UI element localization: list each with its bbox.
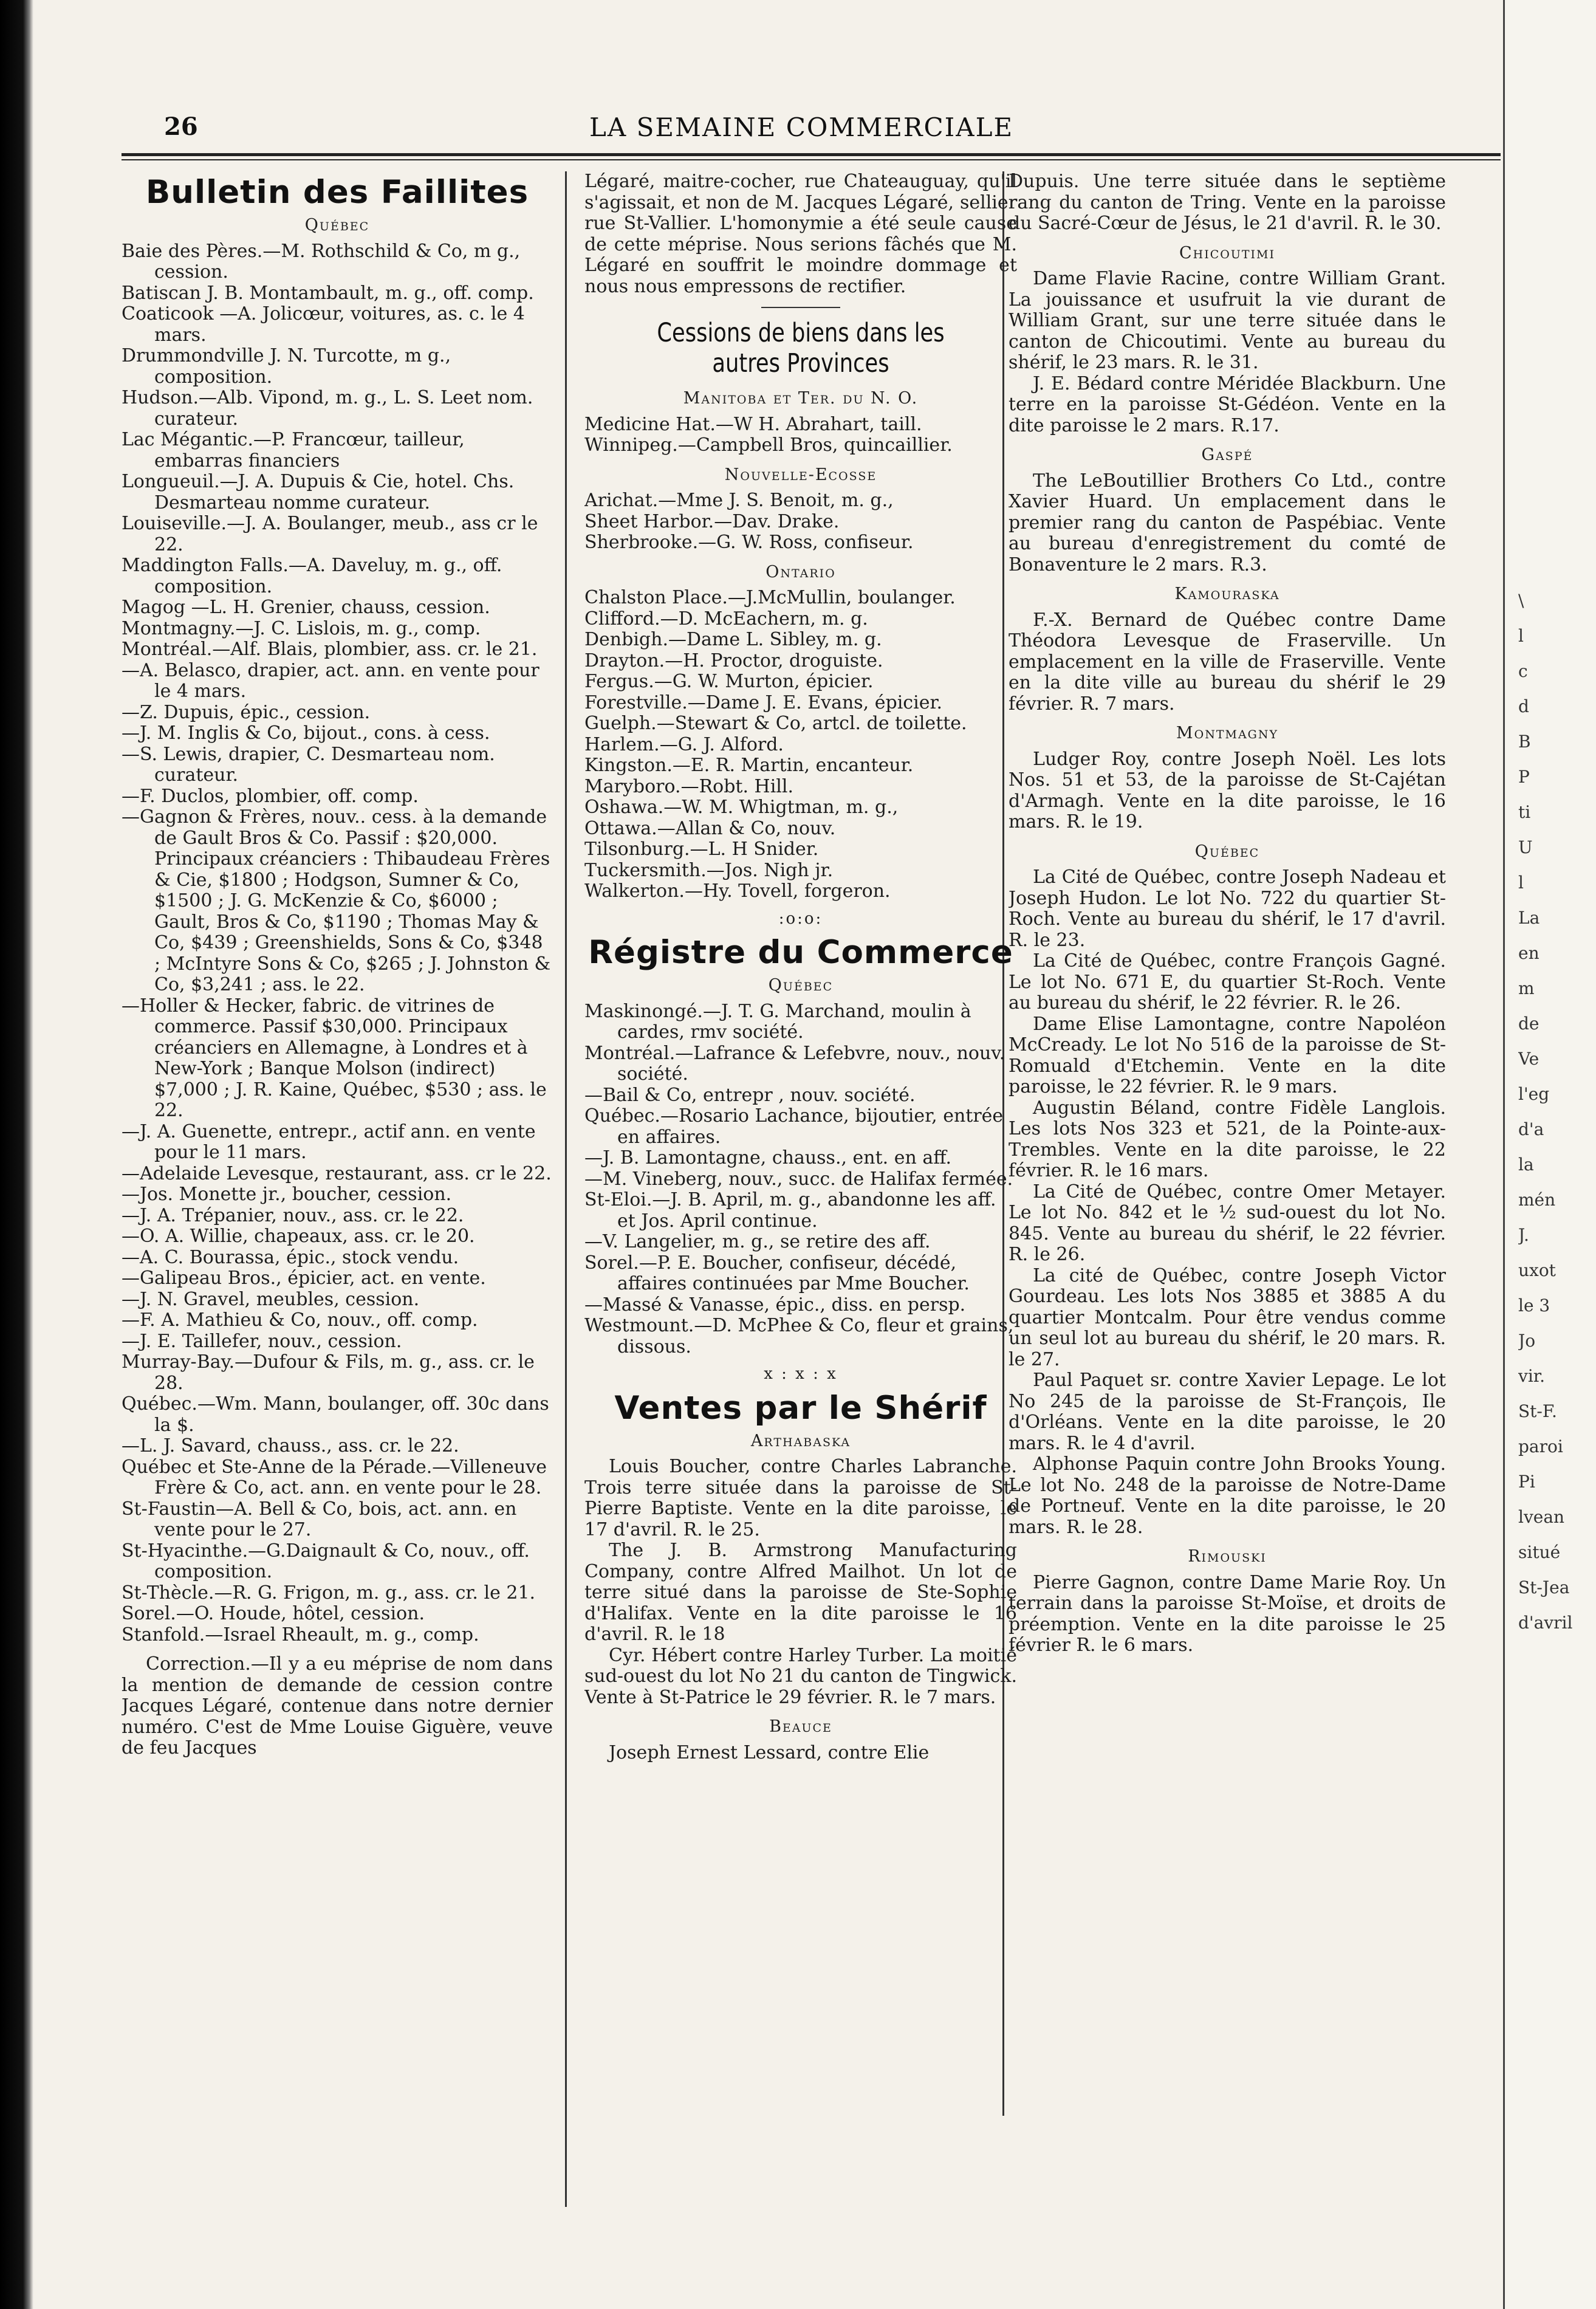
bankruptcy-entry: St-Hyacinthe.—G.Daignault & Co, nouv., off. composition. — [122, 1540, 530, 1582]
section-subheading: Québec — [768, 976, 834, 995]
cession-entry: Drayton.—H. Proctor, droguiste. — [584, 650, 883, 671]
edge-fragment: d'a — [1518, 1119, 1544, 1139]
cession-entry: Sherbrooke.—G. W. Ross, confiseur. — [584, 532, 914, 553]
separator: x : x : x — [764, 1365, 838, 1383]
bankruptcy-entry: Batiscan J. B. Montambault, m. g., off. comp. — [122, 282, 534, 304]
ventes-continuation: Dupuis. Une terre située dans le septième rang du canton de Tring. Vente en la paroisse du Sacré-Cœur de Jésus, le 21 d'avril. R. le 30. — [1009, 171, 1446, 234]
cession-entry: Forestville.—Dame J. E. Evans, épicier. — [584, 691, 943, 713]
edge-fragment: l — [1518, 873, 1524, 893]
edge-fragment: Jo — [1518, 1331, 1536, 1351]
edge-fragment: La — [1518, 908, 1540, 928]
bankruptcy-entry: —F. Duclos, plombier, off. comp. — [122, 785, 419, 807]
cession-entry: Guelph.—Stewart & Co, artcl. de toilette. — [584, 713, 967, 734]
ventes-entry: La Cité de Québec, contre Omer Metayer. Le lot No. 842 et le ½ sud-ouest du lot No. 845. Vente au bureau du shérif, le 22 février. R. le 26. — [1009, 1181, 1446, 1265]
bankruptcy-entry: —Z. Dupuis, épic., cession. — [122, 701, 371, 723]
bankruptcy-entry: St-Faustin—A. Bell & Co, bois, act. ann. en vente pour le 27. — [122, 1498, 517, 1540]
registre-entry: —J. B. Lamontagne, chauss., ent. en aff. — [584, 1147, 952, 1168]
edge-fragment: Pi — [1518, 1472, 1535, 1492]
cession-entry: Arichat.—Mme J. S. Benoit, m. g., — [584, 490, 894, 511]
registre-entry: —Massé & Vanasse, épic., diss. en persp. — [584, 1294, 966, 1316]
edge-fragment: l'eg — [1518, 1084, 1550, 1104]
registre-entry: —V. Langelier, m. g., se retire des aff. — [584, 1231, 931, 1252]
ventes-entry: Cyr. Hébert contre Harley Turber. La moitié sud-ouest du lot No 21 du canton de Tingwick. Vente à St-Patrice le 29 février. R. le 7 mars. — [584, 1644, 1017, 1708]
registre-entry: Québec.—Rosario Lachance, bijoutier, entrée en affaires. — [584, 1105, 1004, 1148]
cession-entry: Kingston.—E. R. Martin, encanteur. — [584, 755, 914, 776]
edge-fragment: d — [1518, 696, 1529, 716]
district-heading: Ontario — [765, 562, 836, 582]
binding-shadow — [0, 0, 33, 2309]
bankruptcy-list — [122, 241, 553, 1646]
edge-fragment: \ — [1518, 591, 1524, 611]
edge-fragment: le 3 — [1518, 1295, 1550, 1316]
cession-entry: Harlem.—G. J. Alford. — [584, 733, 784, 755]
ventes-districts — [1009, 243, 1446, 1656]
cession-entry: Medicine Hat.—W H. Abrahart, taill. — [584, 413, 922, 435]
edge-fragment: la — [1518, 1154, 1534, 1175]
ventes-entry: Augustin Béland, contre Fidèle Langlois. Les lots Nos 323 et 521, de la Pointe-aux-Trembles. Vente en la dite paroisse, le 22 février. R. le 16 mars. — [1009, 1097, 1446, 1181]
bankruptcy-entry: Québec et Ste-Anne de la Pérade.—Villeneuve Frère & Co, act. ann. en vente pour le 28. — [122, 1456, 547, 1498]
edge-fragment: St-F. — [1518, 1401, 1557, 1421]
ventes-entry: J. E. Bédard contre Méridée Blackburn. Une terre en la paroisse St-Gédéon. Vente en la dite paroisse le 2 mars. R.17. — [1009, 372, 1446, 436]
edge-fragment: situé — [1518, 1542, 1561, 1562]
section-subheading: Beauce — [769, 1717, 832, 1736]
edge-fragment: paroi — [1518, 1436, 1563, 1456]
bankruptcy-entry: —A. C. Bourassa, épic., stock vendu. — [122, 1246, 459, 1268]
bankruptcy-entry: —Jos. Monette jr., boucher, cession. — [122, 1184, 452, 1205]
bankruptcy-entry: Louiseville.—J. A. Boulanger, meub., ass cr le 22. — [122, 513, 538, 555]
bankruptcy-entry: —J. M. Inglis & Co, bijout., cons. à cess. — [122, 722, 490, 744]
ventes-entry: The J. B. Armstrong Manufacturing Company, contre Alfred Mailhot. Un lot de terre situé dans la paroisse de Ste-Sophie d'Halifax. Vente en la dite paroisse le 16 d'avril. R. le 18 — [584, 1540, 1017, 1645]
ventes-entry: Joseph Ernest Lessard, contre Elie — [609, 1741, 930, 1763]
ventes-list — [584, 1456, 1017, 1708]
bankruptcy-entry: —J. E. Taillefer, nouv., cession. — [122, 1330, 402, 1352]
correction-notice: Correction.—Il y a eu méprise de nom dans la mention de demande de cession contre Jacques Légaré, contenue dans notre dernier numéro. C'est de Mme Louise Giguère, veuve de feu Jacques — [122, 1653, 553, 1758]
bankruptcy-entry: —F. A. Mathieu & Co, nouv., off. comp. — [122, 1309, 478, 1331]
bankruptcy-entry: —J. A. Trépanier, nouv., ass. cr. le 22. — [122, 1204, 464, 1226]
bankruptcy-entry: —Adelaide Levesque, restaurant, ass. cr le 22. — [122, 1162, 552, 1184]
edge-fragment: J. — [1518, 1225, 1529, 1245]
bankruptcy-entry: —L. J. Savard, chauss., ass. cr. le 22. — [122, 1435, 459, 1456]
edge-fragment: ti — [1518, 802, 1531, 822]
ventes-entry: Louis Boucher, contre Charles Labranche. Trois terre située dans la paroisse de St-Pierre Baptiste. Vente en la dite paroisse, le 17 d'avril. R. le 25. — [584, 1456, 1017, 1540]
edge-fragment: mén — [1518, 1190, 1556, 1210]
cession-entry: Tuckersmith.—Jos. Nigh jr. — [584, 859, 834, 881]
district-heading: Manitoba et Ter. du N. O. — [683, 389, 919, 408]
bankruptcy-entry: Montréal.—Alf. Blais, plombier, ass. cr. le 21. — [122, 639, 538, 660]
registre-entry: Montréal.—Lafrance & Lefebvre, nouv., nouv. société. — [584, 1042, 1005, 1085]
bankruptcy-entry: —Gagnon & Frères, nouv.. cess. à la demande de Gault Bros & Co. Passif : $20,000. Principaux créanciers : Thibaudeau Frères & Cie, $1800 ; Hodgson, Sumner & Co, $1500 ; J. G. McKenzie & Co, $6000 ; Gault, Bros & Co, $1190 ; Thomas May & Co, $439 ; Greenshields, Sons & Co, $348 ; McIntyre Sons & Co, $265 ; J. Johnston & Co, $3,241 ; ass. le 22. — [122, 806, 551, 995]
bankruptcy-entry: Lac Mégantic.—P. Francœur, tailleur, embarras financiers — [122, 429, 465, 472]
ventes-entry: La Cité de Québec, contre Joseph Nadeau et Joseph Hudon. Le lot No. 722 du quartier St-Roch. Vente au bureau du shérif, le 17 d'avril. R. le 23. — [1009, 866, 1446, 951]
registre-list — [584, 1001, 1017, 1358]
cession-entry: Walkerton.—Hy. Tovell, forgeron. — [584, 880, 891, 902]
district-heading: Rimouski — [1188, 1547, 1267, 1566]
ventes-entry: The LeBoutillier Brothers Co Ltd., contre Xavier Huard. Un emplacement dans le premier rang du canton de Paspébiac. Vente au bureau d'enregistrement du comté de Bonaventure le 2 mars. R.3. — [1009, 470, 1446, 575]
column-rule — [565, 171, 567, 2207]
edge-fragment: U — [1518, 837, 1533, 857]
ventes-entry: Alphonse Paquin contre John Brooks Young. Le lot No. 248 de la paroisse de Notre-Dame de Portneuf. Vente en la dite paroisse, le 20 mars. R. le 28. — [1009, 1453, 1446, 1538]
ventes-entry: Ludger Roy, contre Joseph Noël. Les lots Nos. 51 et 53, de la paroisse de St-Cajétan d'Armagh. Vente en la dite paroisse, le 16 mars. R. le 19. — [1009, 748, 1446, 832]
registre-entry: —Bail & Co, entrepr , nouv. société. — [584, 1084, 916, 1106]
ventes-entry: Dame Flavie Racine, contre William Grant. La jouissance et usufruit la vie durant de William Grant, sur une terre située dans le canton de Chicoutimi. Vente au bureau du shérif, le 23 mars. R. le 31. — [1009, 268, 1446, 373]
district-heading: Chicoutimi — [1179, 243, 1275, 262]
edge-fragment: B — [1518, 732, 1531, 752]
district-heading: Québec — [1194, 842, 1260, 861]
bankruptcy-entry: Murray-Bay.—Dufour & Fils, m. g., ass. cr. le 28. — [122, 1351, 535, 1394]
ventes-entry: La cité de Québec, contre Joseph Victor Gourdeau. Les lots Nos 3885 et 3885 A du quartier Montcalm. Pour être vendus comme un seul lot au bureau du shérif, le 20 mars. R. le 27. — [1009, 1264, 1446, 1370]
bankruptcy-entry: Magog —L. H. Grenier, chauss, cession. — [122, 597, 490, 618]
bankruptcy-entry: Québec.—Wm. Mann, boulanger, off. 30c dans la $. — [122, 1393, 549, 1436]
bankruptcy-entry: Longueuil.—J. A. Dupuis & Cie, hotel. Chs. Desmarteau nomme curateur. — [122, 471, 515, 513]
cession-entry: Maryboro.—Robt. Hill. — [584, 775, 794, 797]
correction-continuation: Légaré, maitre-cocher, rue Chateauguay, qu'il s'agissait, et non de M. Jacques Légaré, sellier rue St-Vallier. L'homonymie a été seule cause de cette méprise. Nous serions fâchés que M. Légaré en souffrit le moindre dommage et nous nous empressons de rectifier. — [584, 171, 1017, 297]
column-2 — [584, 171, 1017, 2237]
cession-entry: Ottawa.—Allan & Co, nouv. — [584, 817, 836, 839]
edge-fragment: d'avril — [1518, 1613, 1573, 1633]
ventes-entry: F.-X. Bernard de Québec contre Dame Théodora Levesque de Fraserville. Un emplacement en la ville de Fraserville. Vente en la dite ville au bureau du shérif le 29 février. R. 7 mars. — [1009, 609, 1446, 715]
edge-fragment: P — [1518, 767, 1530, 787]
header-rule — [122, 153, 1501, 156]
cession-entry: Sheet Harbor.—Dav. Drake. — [584, 510, 840, 532]
bankruptcy-entry: St-Thècle.—R. G. Frigon, m. g., ass. cr. le 21. — [122, 1582, 536, 1604]
bankruptcy-entry: —Holler & Hecker, fabric. de vitrines de commerce. Passif $30,000. Principaux créanciers en Allemagne, à Londres et à New-York ; Banque Molson (indirect) $7,000 ; J. R. Kaine, Québec, $530 ; ass. le 22. — [122, 995, 547, 1121]
edge-fragment: c — [1518, 661, 1528, 681]
edge-fragment: de — [1518, 1014, 1539, 1034]
section-title-registre: Régistre du Commerce — [588, 934, 1013, 971]
edge-fragment: Ve — [1518, 1049, 1539, 1069]
cession-entry: Oshawa.—W. M. Whigtman, m. g., — [584, 797, 899, 818]
adjacent-page-edge — [1503, 0, 1596, 2309]
edge-fragment: vir. — [1518, 1366, 1545, 1386]
cession-entry: Tilsonburg.—L. H Snider. — [584, 839, 819, 860]
bankruptcy-entry: Stanfold.—Israel Rheault, m. g., comp. — [122, 1624, 479, 1645]
column-3 — [1009, 171, 1446, 2237]
section-subheading: Québec — [304, 216, 370, 235]
district-heading: Nouvelle-Ecosse — [724, 465, 877, 484]
cessions-list — [584, 388, 1017, 902]
bankruptcy-entry: Baie des Pères.—M. Rothschild & Co, m g., cession. — [122, 240, 521, 283]
cession-entry: Denbigh.—Dame L. Sibley, m. g. — [584, 629, 882, 650]
bankruptcy-entry: —A. Belasco, drapier, act. ann. en vente pour le 4 mars. — [122, 659, 539, 702]
bankruptcy-entry: Sorel.—O. Houde, hôtel, cession. — [122, 1603, 425, 1624]
bankruptcy-entry: —Galipeau Bros., épicier, act. en vente. — [122, 1268, 486, 1289]
district-heading: Montmagny — [1176, 724, 1279, 743]
registre-entry: —M. Vineberg, nouv., succ. de Halifax fermée. — [584, 1168, 1013, 1190]
edge-fragment: l — [1518, 626, 1524, 646]
bankruptcy-entry: Hudson.—Alb. Vipond, m. g., L. S. Leet nom. curateur. — [122, 387, 533, 430]
cession-entry: Chalston Place.—J.McMullin, boulanger. — [584, 587, 956, 608]
section-title-cessions: Cessions de biens dans les autres Provinces — [657, 318, 945, 379]
ventes-entry: Pierre Gagnon, contre Dame Marie Roy. Un terrain dans la paroisse St-Moïse, et droits de préemption. Vente en la dite paroisse le 25 février R. le 6 mars. — [1009, 1571, 1446, 1656]
separator: :o:o: — [778, 909, 823, 928]
column-1 — [122, 171, 553, 2237]
ventes-entry: Dame Elise Lamontagne, contre Napoléon McCready. Le lot No 516 de la paroisse de St-Romuald d'Etchemin. Vente en la dite paroisse, le 22 février. R. le 9 mars. — [1009, 1013, 1446, 1097]
bankruptcy-entry: —J. N. Gravel, meubles, cession. — [122, 1288, 420, 1310]
registre-entry: Maskinongé.—J. T. G. Marchand, moulin à cardes, rmv société. — [584, 1000, 971, 1043]
page-number: 26 — [164, 112, 198, 141]
registre-entry: Sorel.—P. E. Boucher, confiseur, décédé, affaires continuées par Mme Boucher. — [584, 1252, 970, 1294]
district-heading: Kamouraska — [1174, 585, 1280, 603]
cession-entry: Fergus.—G. W. Murton, épicier. — [584, 671, 874, 692]
adjacent-page-fragments — [1518, 583, 1591, 1633]
ventes-entry: Paul Paquet sr. contre Xavier Lepage. Le lot No 245 de la paroisse de St-François, Ile d'Orléans. Vente en la dite paroisse, le 20 mars. R. le 4 d'avril. — [1009, 1370, 1446, 1454]
running-title: LA SEMAINE COMMERCIALE — [589, 112, 1014, 142]
cession-entry: Clifford.—D. McEachern, m. g. — [584, 608, 868, 630]
edge-fragment: lvean — [1518, 1507, 1565, 1527]
cession-entry: Winnipeg.—Campbell Bros, quincaillier. — [584, 434, 953, 456]
bankruptcy-entry: Drummondville J. N. Turcotte, m g., composition. — [122, 345, 451, 388]
bankruptcy-entry: Coaticook —A. Jolicœur, voitures, as. c. le 4 mars. — [122, 303, 525, 346]
registre-entry: St-Eloi.—J. B. April, m. g., abandonne les aff. et Jos. April continue. — [584, 1189, 996, 1232]
edge-fragment: m — [1518, 978, 1535, 998]
bankruptcy-entry: —S. Lewis, drapier, C. Desmarteau nom. curateur. — [122, 743, 495, 786]
section-title-ventes: Ventes par le Shérif — [614, 1389, 987, 1427]
ventes-entry: La Cité de Québec, contre François Gagné. Le lot No. 671 E, du quartier St-Roch. Vente au bureau du shérif, le 22 février. R. le 26. — [1009, 950, 1446, 1014]
bankruptcy-entry: Montmagny.—J. C. Lislois, m. g., comp. — [122, 617, 481, 639]
bankruptcy-entry: —O. A. Willie, chapeaux, ass. cr. le 20. — [122, 1226, 475, 1247]
edge-fragment: uxot — [1518, 1260, 1556, 1280]
bankruptcy-entry: —J. A. Guenette, entrepr., actif ann. en vente pour le 11 mars. — [122, 1120, 536, 1163]
edge-fragment: en — [1518, 943, 1539, 963]
edge-fragment: St-Jea — [1518, 1577, 1570, 1597]
header-rule-thin — [122, 159, 1501, 160]
bankruptcy-entry: Maddington Falls.—A. Daveluy, m. g., off. composition. — [122, 555, 502, 597]
short-divider — [761, 307, 840, 308]
section-subheading: Arthabaska — [750, 1431, 851, 1450]
section-title-faillites: Bulletin des Faillites — [145, 174, 529, 211]
district-heading: Gaspé — [1201, 445, 1253, 464]
registre-entry: Westmount.—D. McPhee & Co, fleur et grains, dissous. — [584, 1315, 1014, 1357]
